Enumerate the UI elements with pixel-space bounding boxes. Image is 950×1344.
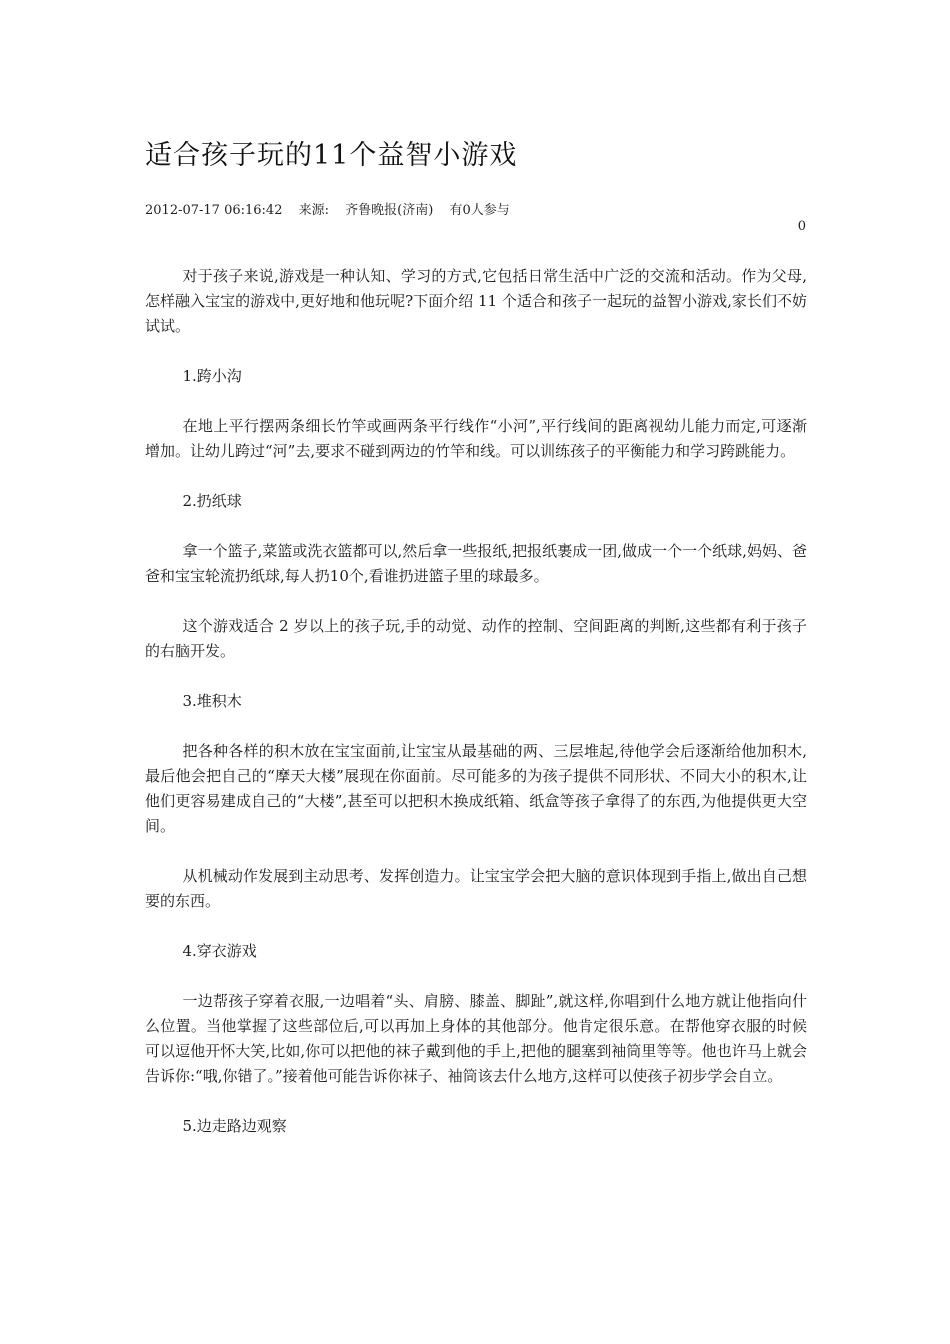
source-label: 来源: [298, 203, 330, 218]
section-4-paragraph: 一边帮孩子穿着衣服,一边唱着“头、肩膀、膝盖、脚趾”,就这样,你唱到什么地方就让他指向什么位置。当他掌握了这些部位后,可以再加上身体的其他部分。他肯定很乐意。在帮他穿衣服的时候可以逗他开怀大笑,比如,你可以把他的袜子戴到他的手上,把他的腿塞到袖筒里等等。他也许马上就会告诉你:“哦,你错了。”接着他可能告诉你袜子、袖筒该去什么地方,这样可以使孩子初步学会自立。 [145, 992, 807, 1085]
section-heading-1: 1.跨小沟 [182, 367, 242, 385]
section-3-paragraph-2: 从机械动作发展到主动思考、发挥创造力。让宝宝学会把大脑的意识体现到手指上,做出自己想要的东西。 [145, 867, 807, 910]
source-name: 齐鲁晚报(济南) [345, 203, 434, 218]
section-heading-2: 2.扔纸球 [182, 492, 242, 510]
section-heading-3: 3.堆积木 [182, 692, 242, 710]
section-heading-5: 5.边走路边观察 [182, 1117, 287, 1135]
section-3-paragraph-1: 把各种各样的积木放在宝宝面前,让宝宝从最基础的两、三层堆起,待他学会后逐渐给他加积木,最后他会把自己的“摩天大楼”展现在你面前。尽可能多的为孩子提供不同形状、不同大小的积木,让他们更容易建成自己的“大楼”,甚至可以把积木换成纸箱、纸盒等孩子拿得了的东西,为他提供更大空间。 [145, 742, 807, 835]
participants-count: 有0人参与 [449, 203, 510, 218]
intro-paragraph: 对于孩子来说,游戏是一种认知、学习的方式,它包括日常生活中广泛的交流和活动。作为父母,怎样融入宝宝的游戏中,更好地和他玩呢?下面介绍 11 个适合和孩子一起玩的益智小游戏,家长们不妨试试。 [145, 267, 807, 335]
comment-count: 0 [797, 219, 806, 234]
section-2-paragraph-1: 拿一个篮子,菜篮或洗衣篮都可以,然后拿一些报纸,把报纸裹成一团,做成一个一个纸球,妈妈、爸爸和宝宝轮流扔纸球,每人扔10个,看谁扔进篮子里的球最多。 [145, 542, 807, 585]
publish-datetime: 2012-07-17 06:16:42 [145, 203, 283, 218]
article-title: 适合孩子玩的11个益智小游戏 [145, 140, 518, 171]
section-2-paragraph-2: 这个游戏适合 2 岁以上的孩子玩,手的动觉、动作的控制、空间距离的判断,这些都有利于孩子的右脑开发。 [145, 617, 807, 660]
section-heading-4: 4.穿衣游戏 [182, 942, 257, 960]
section-1-paragraph: 在地上平行摆两条细长竹竿或画两条平行线作“小河”,平行线间的距离视幼儿能力而定,可逐渐增加。让幼儿跨过“河”去,要求不碰到两边的竹竿和线。可以训练孩子的平衡能力和学习跨跳能力。 [145, 417, 807, 460]
article-meta [145, 199, 522, 218]
article-body [145, 264, 807, 1164]
